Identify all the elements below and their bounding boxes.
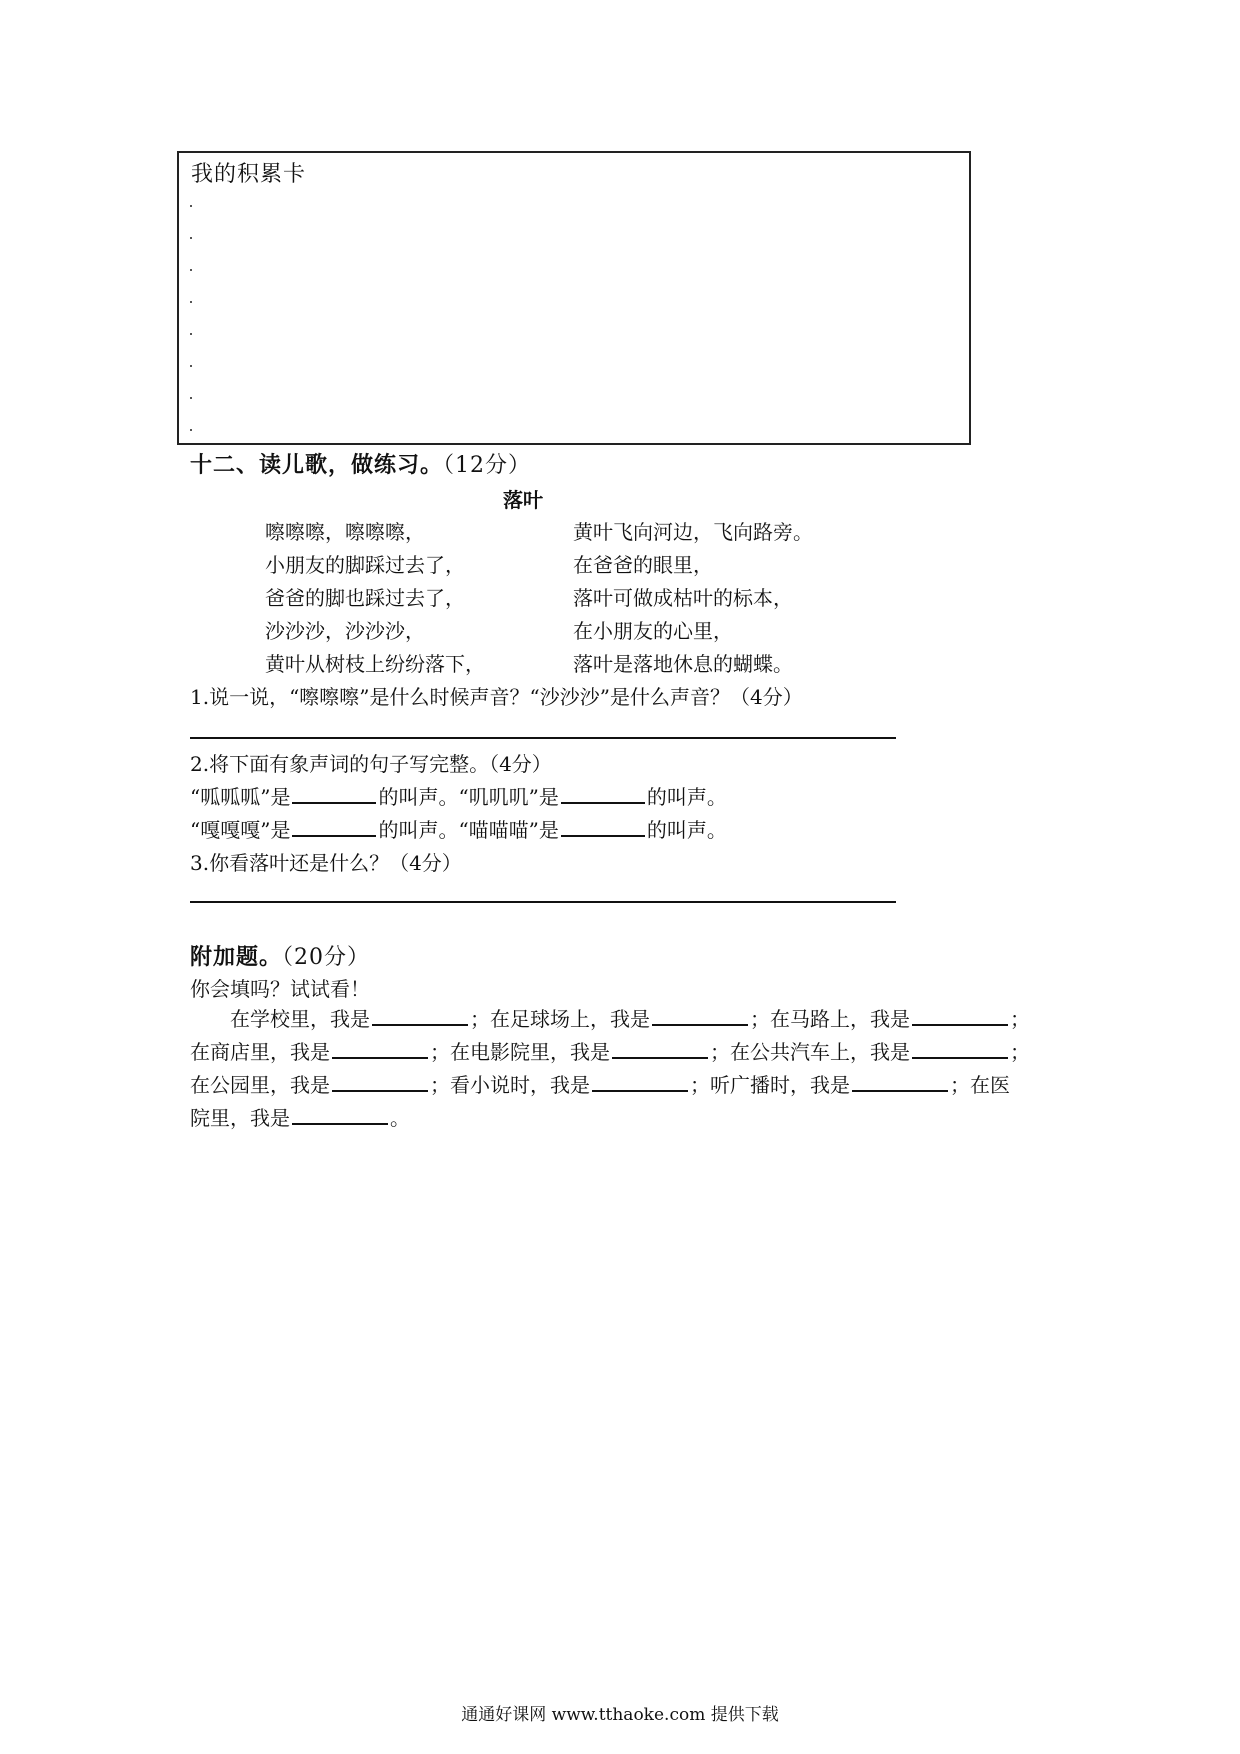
bonus-text: ；在医 (950, 1073, 1010, 1097)
poem-line: 在爸爸的眼里， (573, 553, 713, 577)
card-dot (190, 237, 192, 239)
bonus-text: ； (1010, 1040, 1030, 1064)
section-12-heading (190, 448, 531, 479)
bonus-text: 在商店里，我是 (190, 1040, 330, 1064)
bonus-heading (190, 940, 370, 971)
bonus-text: ；在电影院里，我是 (430, 1040, 610, 1064)
fill-blank[interactable] (292, 1105, 388, 1125)
bonus-text: 在公园里，我是 (190, 1073, 330, 1097)
q2-text: 的叫声。 (646, 785, 727, 809)
bonus-text: ；听广播时，我是 (690, 1073, 850, 1097)
bonus-text: 院里，我是 (190, 1106, 290, 1130)
bonus-text: ；在公共汽车上，我是 (710, 1040, 910, 1064)
q2-text: 的叫声。 (646, 818, 727, 842)
bonus-score: （20分） (282, 945, 371, 970)
q2-text: 的叫声。“叽叽叽”是 (378, 785, 559, 809)
poem-line: 落叶是落地休息的蝴蝶。 (573, 652, 793, 676)
card-dot (190, 301, 192, 303)
fill-blank[interactable] (561, 784, 645, 804)
bonus-title: 附加题。 (190, 944, 283, 970)
card-dot (190, 333, 192, 335)
q2-text: 的叫声。“喵喵喵”是 (378, 818, 559, 842)
card-dot (190, 269, 192, 271)
poem-line: 在小朋友的心里， (573, 619, 733, 643)
card-dot (190, 205, 192, 207)
bonus-text: ； (1010, 1007, 1030, 1031)
question-2-row-1 (190, 781, 727, 810)
section-12-score: （12分） (443, 453, 532, 478)
answer-line-q3[interactable] (190, 901, 896, 903)
fill-blank[interactable] (652, 1006, 748, 1026)
fill-blank[interactable] (292, 817, 376, 837)
fill-blank[interactable] (332, 1072, 428, 1092)
fill-blank[interactable] (372, 1006, 468, 1026)
question-2: 2.将下面有象声词的句子写完整。（4分） (190, 752, 552, 776)
question-2-row-2 (190, 814, 727, 843)
poem-line: 嚓嚓嚓，嚓嚓嚓， (265, 520, 425, 544)
card-title: 我的积累卡 (191, 162, 307, 187)
fill-blank[interactable] (612, 1039, 708, 1059)
section-12-title: 十二、读儿歌，做练习。 (190, 452, 444, 478)
poem-title: 落叶 (503, 488, 543, 512)
poem-line: 沙沙沙，沙沙沙， (265, 619, 425, 643)
poem-line: 黄叶从树枝上纷纷落下， (265, 652, 485, 676)
answer-line-q1[interactable] (190, 737, 896, 739)
fill-blank[interactable] (852, 1072, 948, 1092)
bonus-text: ；看小说时，我是 (430, 1073, 590, 1097)
q2-text: “嘎嘎嘎”是 (190, 818, 291, 842)
poem-line: 黄叶飞向河边，飞向路旁。 (573, 520, 813, 544)
poem-line: 爸爸的脚也踩过去了， (265, 586, 465, 610)
q2-text: “呱呱呱”是 (190, 785, 291, 809)
bonus-paragraph (190, 1003, 1060, 1135)
card-dot (190, 397, 192, 399)
question-3: 3.你看落叶还是什么？（4分） (190, 851, 462, 875)
poem-line: 小朋友的脚踩过去了， (265, 553, 465, 577)
accumulation-card (177, 151, 971, 445)
bonus-text: 在学校里，我是 (230, 1007, 370, 1031)
question-1: 1.说一说，“嚓嚓嚓”是什么时候声音？“沙沙沙”是什么声音？（4分） (190, 685, 803, 709)
footer-source: 通通好课网 www.tthaoke.com 提供下载 (461, 1705, 779, 1725)
bonus-text: ；在马路上，我是 (750, 1007, 910, 1031)
bonus-text: 。 (390, 1106, 410, 1130)
fill-blank[interactable] (332, 1039, 428, 1059)
fill-blank[interactable] (561, 817, 645, 837)
bonus-text: ；在足球场上，我是 (470, 1007, 650, 1031)
card-dot (190, 429, 192, 431)
fill-blank[interactable] (912, 1039, 1008, 1059)
fill-blank[interactable] (912, 1006, 1008, 1026)
poem-line: 落叶可做成枯叶的标本， (573, 586, 793, 610)
bonus-intro: 你会填吗？试试看！ (190, 977, 370, 1001)
fill-blank[interactable] (592, 1072, 688, 1092)
card-dot (190, 365, 192, 367)
fill-blank[interactable] (292, 784, 376, 804)
